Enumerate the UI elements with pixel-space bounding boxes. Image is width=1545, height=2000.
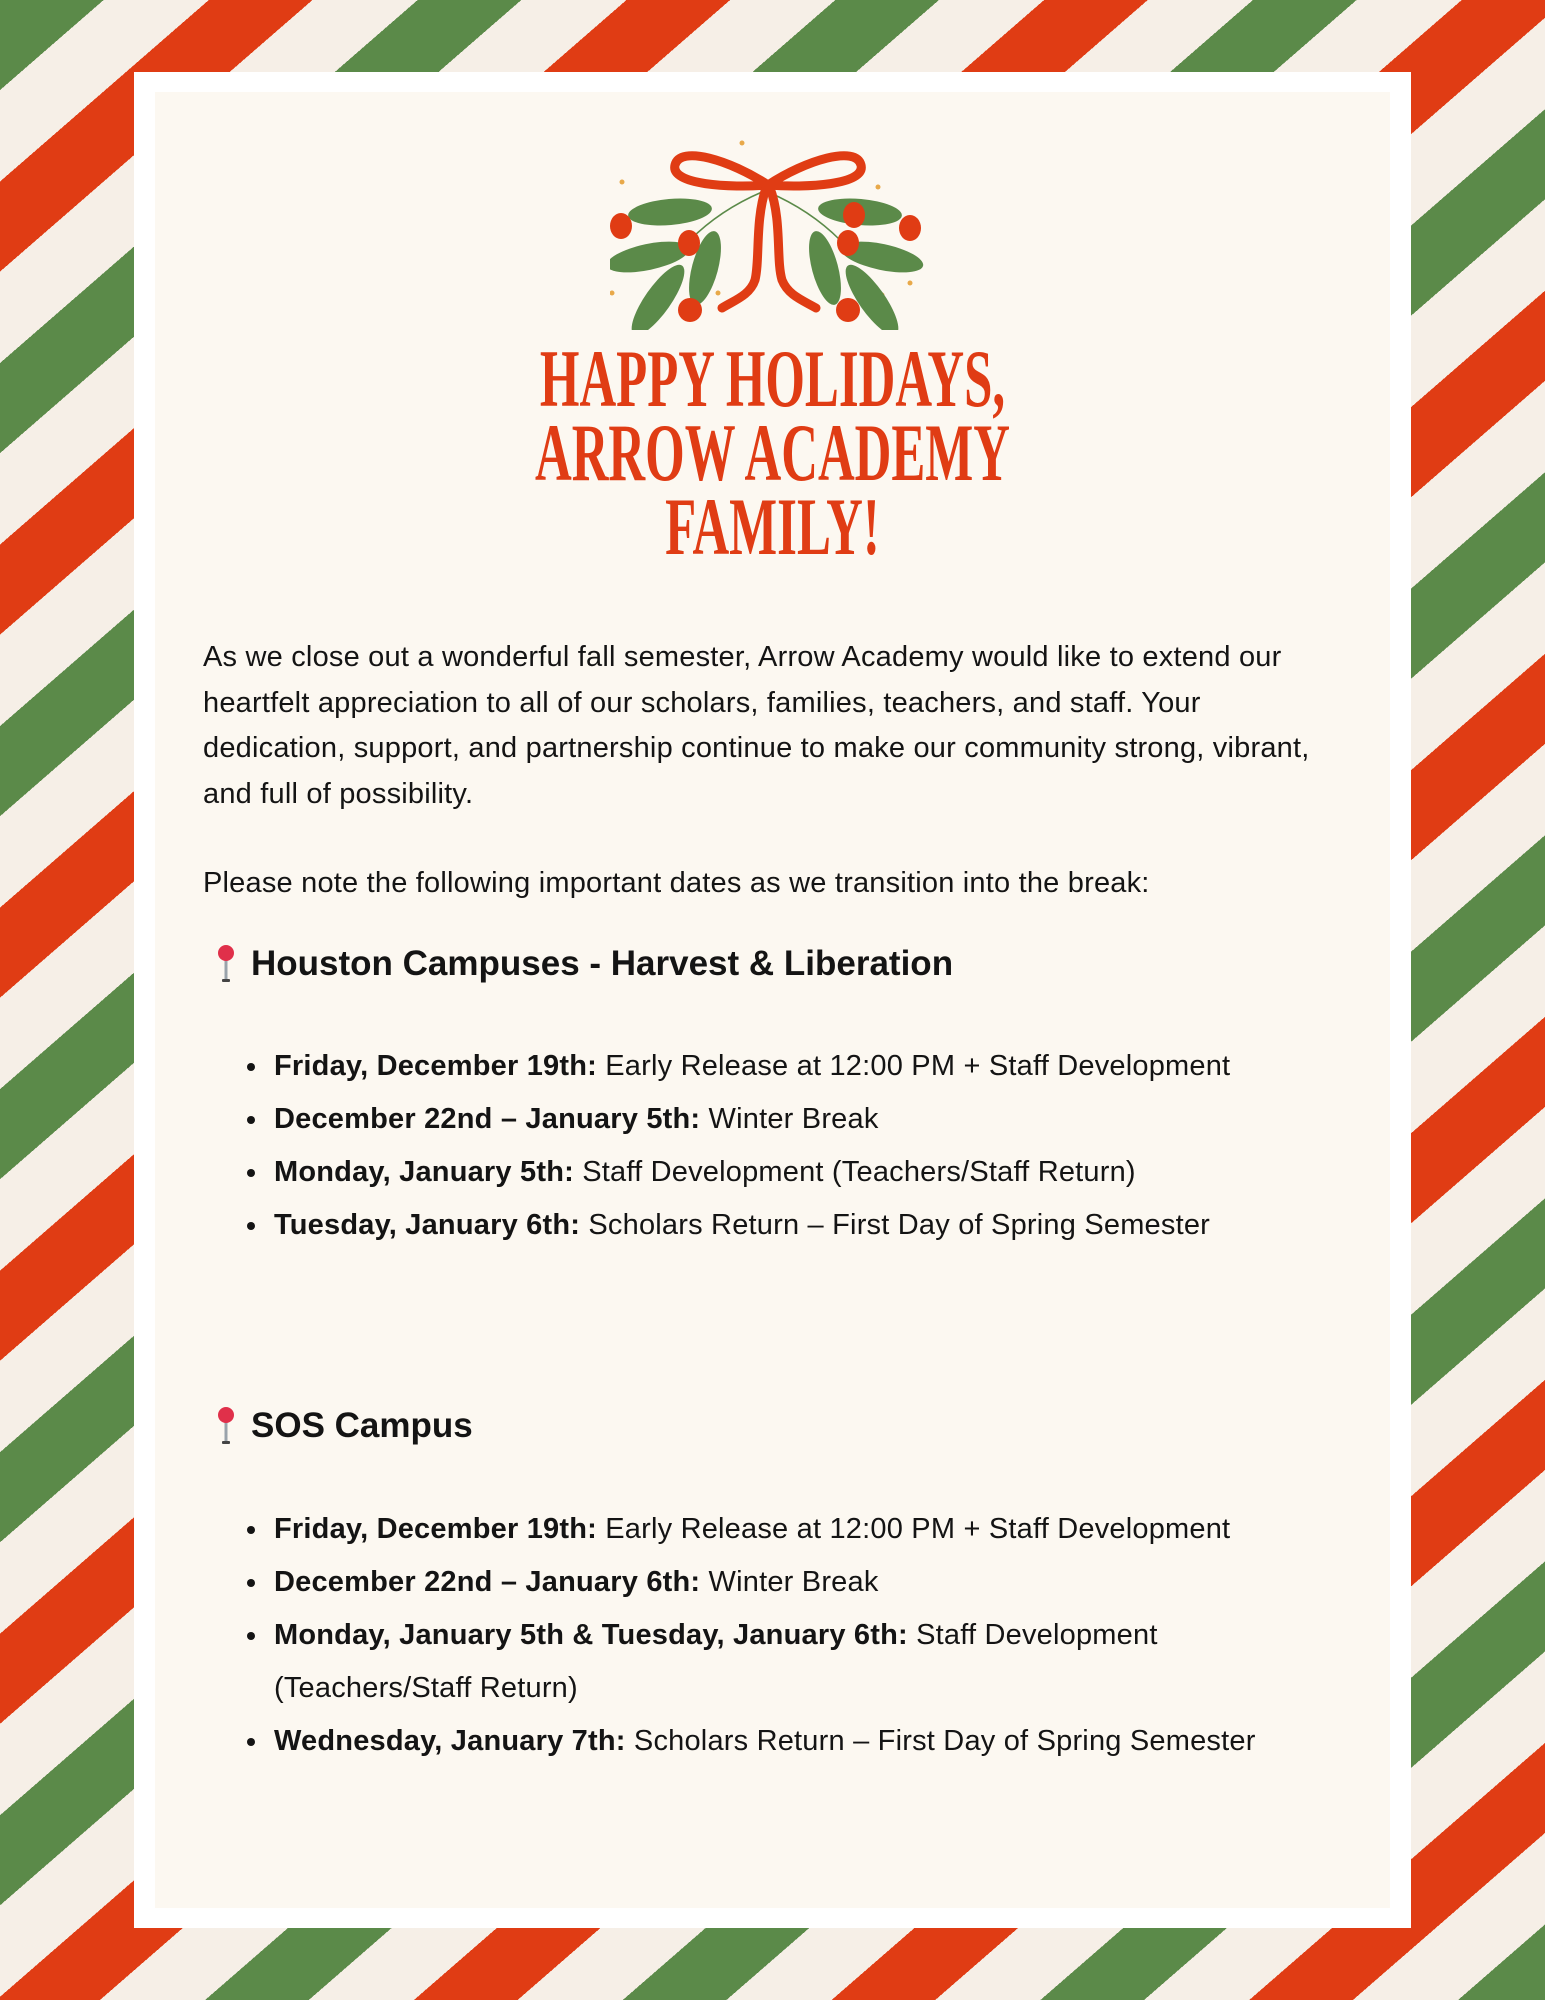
intro-paragraph: As we close out a wonderful fall semester, Arrow Academy would like to extend our heartfelt appreciation to all of our scholars, families, teachers, and staff. Your dedication, support, and partnership continue to make our community strong, vibrant, and full of possibility. <box>203 641 1310 810</box>
section-heading-houston: Houston Campuses - Harvest & Liberation <box>215 944 953 984</box>
list-item: December 22nd – January 5th: Winter Break <box>274 1093 1294 1146</box>
section-heading-sos: SOS Campus <box>215 1406 473 1446</box>
dates-note: Please note the following important dates as we transition into the break: <box>203 867 1150 899</box>
list-item: Friday, December 19th: Early Release at 12:00 PM + Staff Development <box>274 1503 1294 1556</box>
list-item: Monday, January 5th: Staff Development (Teachers/Staff Return) <box>274 1146 1294 1199</box>
pushpin-icon <box>215 944 237 984</box>
title-line-3: FAMILY! <box>665 481 880 572</box>
sos-dates-list <box>274 1503 1294 1768</box>
list-item: Tuesday, January 6th: Scholars Return – First Day of Spring Semester <box>274 1199 1294 1252</box>
flyer-paper <box>155 92 1390 1908</box>
title-line-1: HAPPY HOLIDAYS, <box>539 333 1006 424</box>
list-item: Friday, December 19th: Early Release at 12:00 PM + Staff Development <box>274 1040 1294 1093</box>
title-line-2: ARROW ACADEMY <box>535 407 1010 498</box>
houston-dates-list <box>274 1040 1294 1252</box>
page-title <box>155 333 1390 572</box>
list-item: December 22nd – January 6th: Winter Break <box>274 1556 1294 1609</box>
list-item: Wednesday, January 7th: Scholars Return – First Day of Spring Semester <box>274 1715 1294 1768</box>
pushpin-icon <box>215 1406 237 1446</box>
list-item: Monday, January 5th & Tuesday, January 6th: Staff Development (Teachers/Staff Return) <box>274 1609 1294 1715</box>
mistletoe-bow-icon <box>610 140 930 330</box>
flyer-frame <box>134 72 1411 1928</box>
